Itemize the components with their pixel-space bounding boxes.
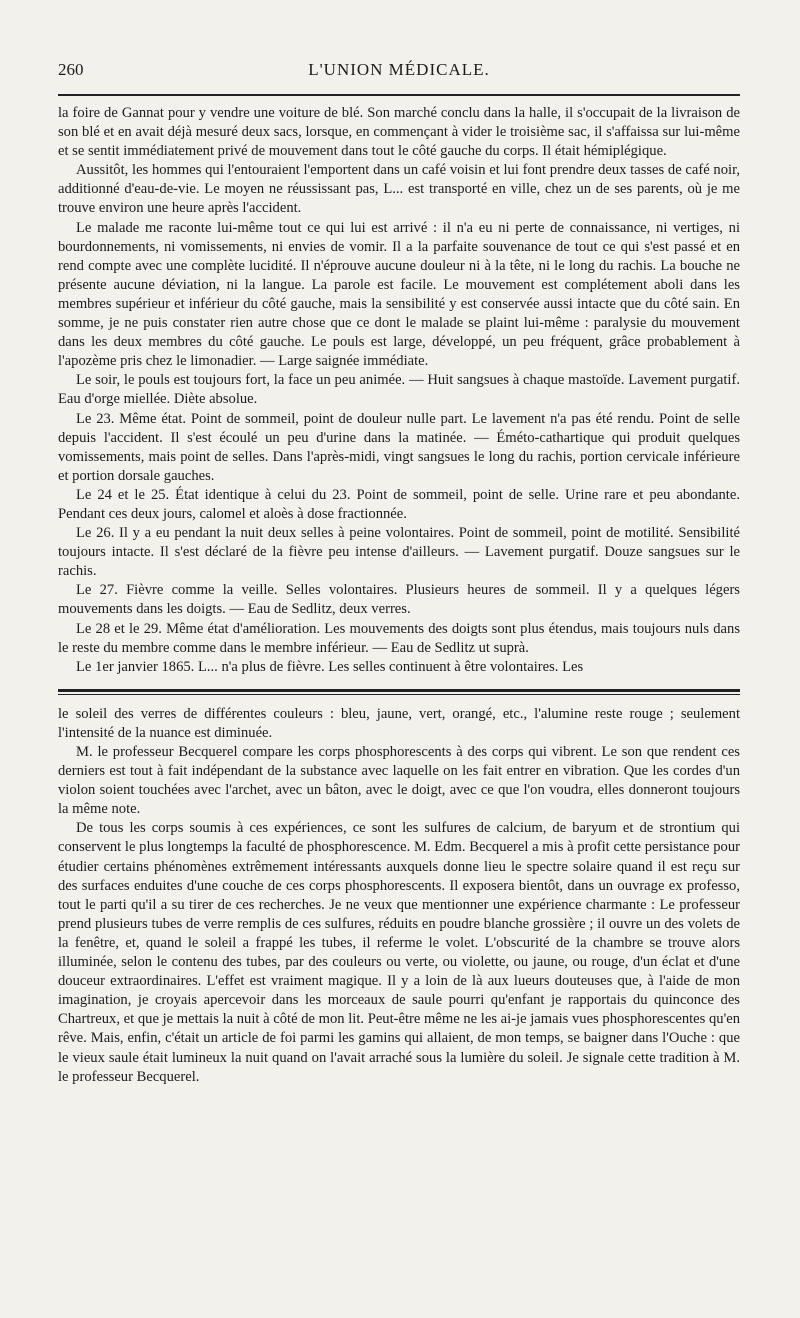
page-header bbox=[58, 58, 740, 86]
paragraph: la foire de Gannat pour y vendre une voiture de blé. Son marché conclu dans la halle, il s'occupait de la livraison de son blé et en avait déjà mesuré deux sacs, lorsque, en commençant à vider le troisième sac, il s'affaissa sur lui-même et se sentit immédiatement privé de mouvement dans tout le côté gauche du corps. Il était hémiplégique. bbox=[58, 105, 740, 160]
paragraph: De tous les corps soumis à ces expériences, ce sont les sulfures de calcium, de baryum et de strontium qui conservent le plus longtemps la faculté de phosphorescence. M. Edm. Becquerel a mis à profit cette persistance pour étudier certains phénomènes extrêmement intéressants auxquels donne lieu le spectre solaire quand il est reçu sur des surfaces enduites d'une couche de ces corps phosphorescents. Il exposera bientôt, dans un ouvrage ex professo, tout le parti qu'il a su tirer de ces recherches. Je ne veux que mentionner une expérience charmante : Le professeur prend plusieurs tubes de verre remplis de ces sulfures, réduits en poudre blanche grossière ; il ouvre un des volets de la fenêtre, et, quand le soleil a frappé les tubes, il referme le volet. L'obscurité de la chambre se trouve alors illuminée, selon le contenu des tubes, par des couleurs ou verte, ou violette, ou jaune, ou rouge, d'un éclat et d'une douceur extraordinaires. L'effet est vraiment magique. Il y a loin de là aux lueurs douteuses que, à l'aide de mon imagination, je croyais apercevoir dans les morceaux de saule pourri qu'enfant je rapportais du quinconce des Chartreux, et que je mettais la nuit à côté de mon lit. Peut-être même ne les ai-je jamais vues phosphorescentes qu'en rêve. Mais, enfin, c'était un article de foi parmi les gamins qui allaient, de mon temps, se baigner dans l'Ouche : que le vieux saule était lumineux la nuit quand on l'avait arraché sous la lumière du soleil. Je signale cette tradition à M. le professeur Becquerel. bbox=[58, 820, 740, 1085]
lower-feuilleton bbox=[58, 705, 740, 1087]
paragraph: Le 1er janvier 1865. L... n'a plus de fièvre. Les selles continuent à être volontaires. Les bbox=[76, 658, 584, 675]
paragraph: M. le professeur Becquerel compare les corps phosphorescents à des corps qui vibrent. Le son que rendent ces derniers est tout à fait indépendant de la substance avec laquelle on les fait entrer en vibration. Que les cordes d'un violon soient touchées avec l'archet, avec un bâton, avec le doigt, avec ce que l'on voudra, elles donneront toujours la même note. bbox=[58, 744, 740, 818]
paragraph: Le 28 et le 29. Même état d'amélioration. Les mouvements des doigts sont plus étendus, mais toujours nuls dans le reste du membre comme dans le membre inférieur. — Eau de Sedlitz ut suprà. bbox=[58, 620, 740, 656]
paragraph: Aussitôt, les hommes qui l'entouraient l'emportent dans un café voisin et lui font prendre deux tasses de café noir, additionné d'eau-de-vie. Le moyen ne réussissant pas, L... est transporté en ville, chez un de ses parents, où je me trouve environ une heure après l'accident. bbox=[58, 162, 740, 217]
paragraph: Le 24 et le 25. État identique à celui du 23. Point de sommeil, point de selle. Urine rare et peu abondante. Pendant ces deux jours, calomel et aloès à dose fractionnée. bbox=[58, 486, 740, 522]
page bbox=[58, 58, 740, 1087]
paragraph: Le 27. Fièvre comme la veille. Selles volontaires. Plusieurs heures de sommeil. Il y a quelques légers mouvements dans les doigts. — Eau de Sedlitz, deux verres. bbox=[58, 582, 740, 618]
header-rule bbox=[58, 94, 740, 96]
paragraph: Le 23. Même état. Point de sommeil, point de douleur nulle part. Le lavement n'a pas été rendu. Point de selle depuis l'accident. Il s'est écoulé un peu d'urine dans la matinée. — Éméto-cathartique qui produit quelques vomissements, mais point de selles. Dans l'après-midi, vingt sangsues le long du rachis, portion cervicale inférieure et portion dorsale gauches. bbox=[58, 410, 740, 484]
paragraph: Le malade me raconte lui-même tout ce qui lui est arrivé : il n'a eu ni perte de connaissance, ni vertiges, ni bourdonnements, ni vomissements, ni envies de vomir. Il a la parfaite souvenance de tout ce qui s'est passé et en rend compte avec une complète lucidité. Il n'éprouve aucune douleur ni à la tête, ni le long du rachis. La bouche ne présente aucune déviation, ni la langue. La parole est facile. Le mouvement est complétement aboli dans les membres supérieur et inférieur du côté gauche, mais la sensibilité y est conservée aussi intacte que du côté sain. En somme, je ne puis constater rien autre chose que ce dont le malade se plaint lui-même : paralysie du mouvement dans les deux membres du côté gauche. Le pouls est large, développé, un peu fréquent, grâce probablement à l'apozème pris chez le limonadier. — Large saignée immédiate. bbox=[58, 219, 740, 370]
paragraph: Le soir, le pouls est toujours fort, la face un peu animée. — Huit sangsues à chaque mastoïde. Lavement purgatif. Eau d'orge miellée. Diète absolue. bbox=[58, 372, 740, 408]
upper-article bbox=[58, 104, 740, 677]
paragraph: Le 26. Il y a eu pendant la nuit deux selles à peine volontaires. Point de sommeil, point de motilité. Sensibilité toujours intacte. Il s'est déclaré de la fièvre peu intense d'ailleurs. — Lavement purgatif. Douze sangsues sur le rachis. bbox=[58, 525, 740, 580]
feuilleton-separator bbox=[58, 689, 740, 695]
page-number: 260 bbox=[58, 60, 84, 79]
paragraph: le soleil des verres de différentes couleurs : bleu, jaune, vert, orangé, etc., l'alumine reste rouge ; seulement l'intensité de la nuance est diminuée. bbox=[58, 705, 740, 741]
running-title: L'UNION MÉDICALE. bbox=[308, 60, 490, 79]
